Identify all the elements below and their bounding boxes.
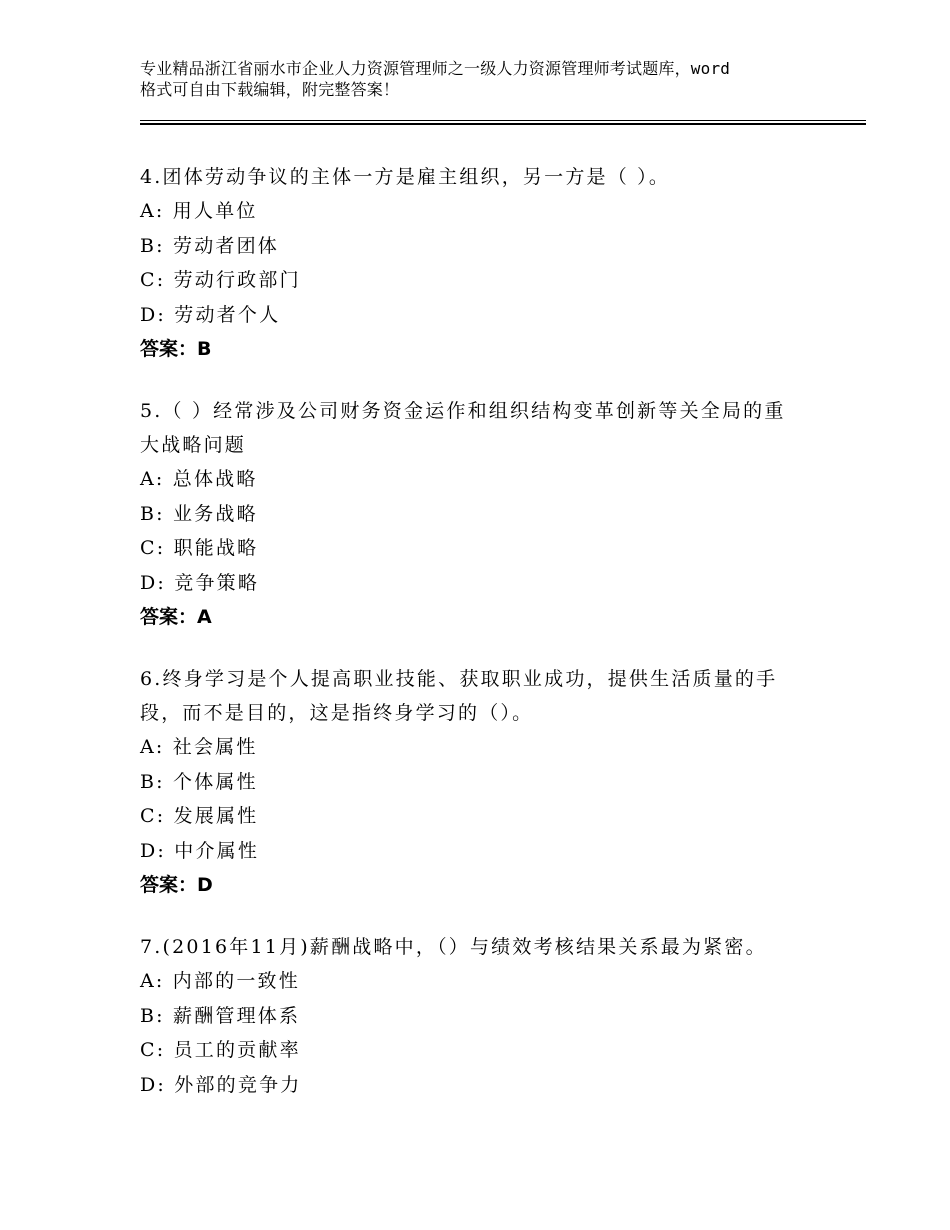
option-d: D: 劳动者个人 — [140, 303, 281, 326]
question-6 — [140, 662, 830, 902]
option-c: C: 发展属性 — [140, 805, 259, 827]
question-stem-line-2: 段，而不是目的，这是指终身学习的（）。 — [140, 702, 534, 724]
question-stem: 4.团体劳动争议的主体一方是雇主组织，另一方是（ ）。 — [140, 166, 671, 188]
question-4 — [140, 160, 830, 366]
option-b: B: 薪酬管理体系 — [140, 1004, 301, 1027]
question-list — [140, 160, 830, 1130]
header-divider-thick — [140, 123, 866, 125]
header-divider-thin — [140, 120, 866, 121]
option-a: A: 总体战略 — [140, 468, 258, 490]
header-line-1: 专业精品浙江省丽水市企业人力资源管理师之一级人力资源管理师考试题库，word — [140, 59, 731, 78]
option-a: A: 用人单位 — [140, 200, 258, 222]
answer-label: 答案：B — [140, 338, 212, 360]
option-c: C: 劳动行政部门 — [140, 269, 301, 291]
option-d: D: 竞争策略 — [140, 571, 260, 594]
question-7 — [140, 930, 830, 1102]
answer-label: 答案：D — [140, 874, 213, 896]
answer-label: 答案：A — [140, 606, 212, 628]
document-header — [140, 58, 840, 100]
option-d: D: 外部的竞争力 — [140, 1073, 302, 1096]
option-a: A: 社会属性 — [140, 736, 258, 758]
option-c: C: 职能战略 — [140, 537, 259, 559]
option-b: B: 个体属性 — [140, 770, 258, 793]
question-stem-line-2: 大战略问题 — [140, 434, 247, 456]
option-d: D: 中介属性 — [140, 839, 260, 862]
option-c: C: 员工的贡献率 — [140, 1039, 301, 1061]
option-b: B: 业务战略 — [140, 502, 258, 525]
question-5 — [140, 394, 830, 634]
question-stem-line-1: 5.（ ）经常涉及公司财务资金运作和组织结构变革创新等关全局的重 — [140, 400, 786, 422]
option-a: A: 内部的一致性 — [140, 970, 300, 992]
option-b: B: 劳动者团体 — [140, 234, 280, 257]
header-line-2: 格式可自由下载编辑，附完整答案！ — [140, 80, 400, 99]
question-stem-line-1: 6.终身学习是个人提高职业技能、获取职业成功，提供生活质量的手 — [140, 668, 778, 690]
question-stem: 7.(2016年11月)薪酬战略中，（）与绩效考核结果关系最为紧密。 — [140, 936, 767, 958]
